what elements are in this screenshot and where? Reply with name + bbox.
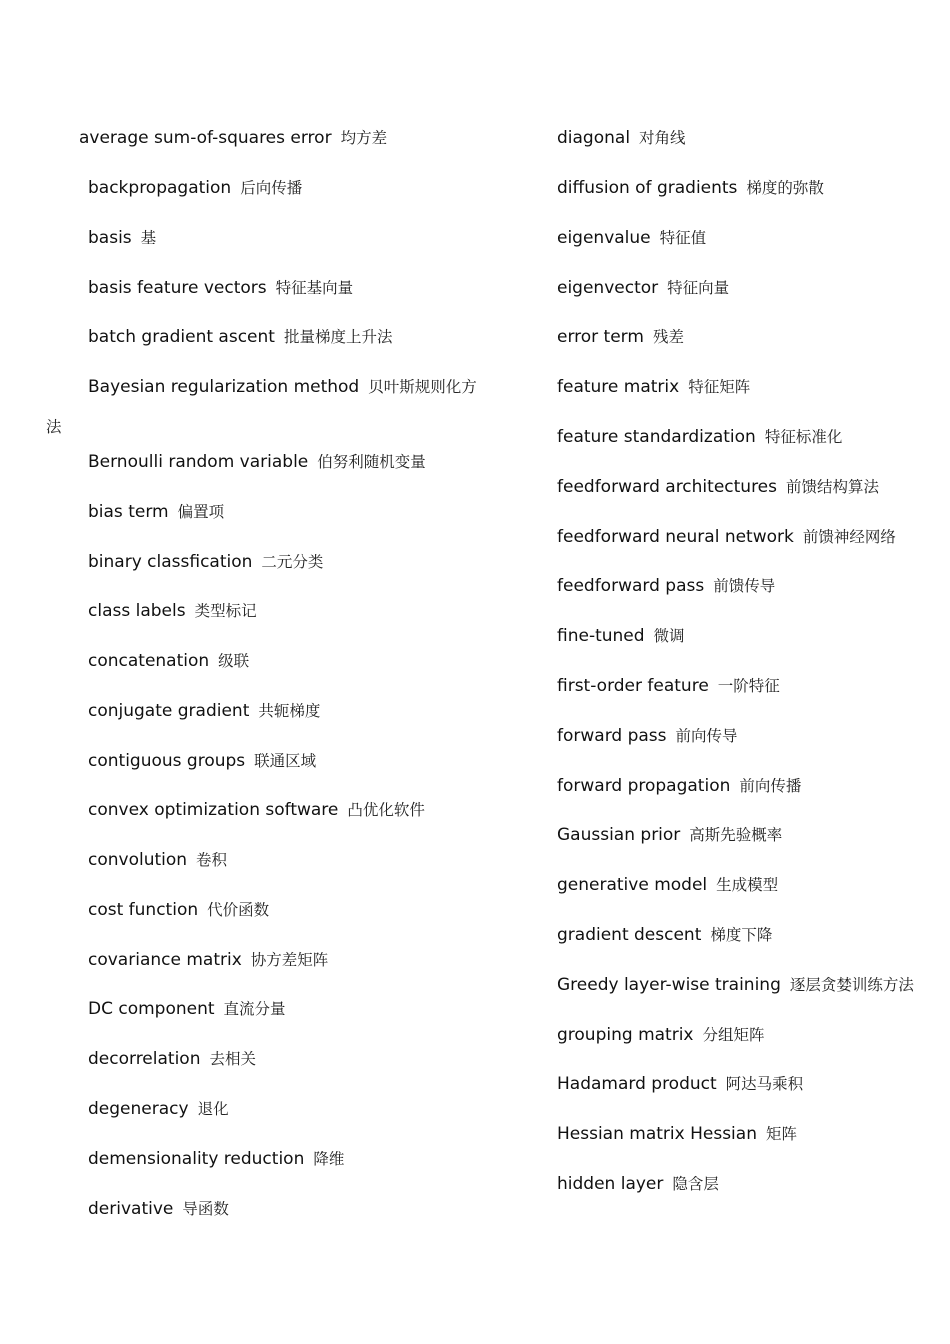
- term-english: covariance matrix: [88, 950, 242, 970]
- glossary-entry: [557, 726, 738, 746]
- term-chinese: 特征标准化: [764, 428, 843, 446]
- term-english: feedforward pass: [557, 576, 705, 596]
- term-chinese: 前馈结构算法: [786, 478, 880, 496]
- glossary-entry: [88, 278, 353, 298]
- glossary-entry: [88, 552, 323, 572]
- glossary-entry: [88, 1199, 229, 1219]
- term-english: diagonal: [557, 128, 631, 148]
- term-english: diffusion of gradients: [557, 178, 738, 198]
- term-english: generative model: [557, 875, 708, 895]
- term-english: Gaussian prior: [557, 825, 681, 845]
- term-english: conjugate gradient: [88, 701, 250, 721]
- glossary-entry: [557, 228, 706, 248]
- term-chinese: 矩阵: [765, 1125, 797, 1143]
- term-chinese: 均方差: [340, 129, 388, 147]
- glossary-entry: [88, 228, 156, 248]
- term-english: DC component: [88, 999, 215, 1019]
- term-english: bias term: [88, 502, 169, 522]
- term-chinese: 分组矩阵: [702, 1026, 765, 1044]
- term-english: basis feature vectors: [88, 278, 267, 298]
- glossary-entry: [557, 776, 801, 796]
- term-english: average sum-of-squares error: [79, 128, 332, 148]
- term-chinese: 特征向量: [667, 279, 730, 297]
- term-chinese: 对角线: [639, 129, 686, 147]
- term-chinese: 高斯先验概率: [689, 826, 783, 844]
- glossary-entry: [88, 452, 426, 472]
- term-chinese: 微调: [653, 627, 685, 645]
- glossary-entry: [557, 925, 772, 945]
- term-chinese: 特征基向量: [275, 279, 354, 297]
- glossary-entry: [557, 527, 896, 547]
- glossary-entry: [88, 850, 227, 870]
- term-english: Greedy layer-wise training: [557, 975, 781, 995]
- term-english: eigenvector: [557, 278, 659, 298]
- term-english: decorrelation: [88, 1049, 201, 1069]
- term-chinese: 批量梯度上升法: [283, 328, 393, 346]
- glossary-entry: [557, 676, 780, 696]
- term-english: convolution: [88, 850, 188, 870]
- glossary-entry: [88, 502, 224, 522]
- glossary-entry: [88, 751, 316, 771]
- term-chinese: 偏置项: [177, 503, 225, 521]
- glossary-entry: [88, 999, 286, 1019]
- term-chinese: 卷积: [196, 851, 228, 869]
- term-english: concatenation: [88, 651, 210, 671]
- term-english: class labels: [88, 601, 186, 621]
- glossary-entry: [557, 975, 914, 995]
- glossary-entry: [88, 1149, 344, 1169]
- glossary-entry: [557, 427, 842, 447]
- glossary-entry: [557, 377, 750, 397]
- term-chinese: 代价函数: [207, 901, 270, 919]
- term-chinese: 导函数: [182, 1200, 229, 1218]
- term-english: feedforward neural network: [557, 527, 794, 547]
- term-chinese: 逐层贪婪训练方法: [789, 976, 914, 994]
- term-english: forward pass: [557, 726, 667, 746]
- term-english: feature standardization: [557, 427, 756, 447]
- glossary-entry: [557, 1124, 797, 1144]
- term-chinese: 一阶特征: [717, 677, 780, 695]
- term-chinese: 隐含层: [672, 1175, 719, 1193]
- term-english: error term: [557, 327, 644, 347]
- term-english: gradient descent: [557, 925, 702, 945]
- term-english: batch gradient ascent: [88, 327, 275, 347]
- term-english: feature matrix: [557, 377, 680, 397]
- term-english: Bayesian regularization method: [88, 377, 360, 397]
- term-chinese: 阿达马乘积: [725, 1075, 804, 1093]
- glossary-entry: [79, 128, 387, 148]
- term-english: cost function: [88, 900, 199, 920]
- term-english: basis: [88, 228, 132, 248]
- term-english: Hessian matrix Hessian: [557, 1124, 757, 1144]
- term-chinese: 共轭梯度: [258, 702, 321, 720]
- term-chinese: 生成模型: [716, 876, 779, 894]
- term-chinese: 贝叶斯规则化方: [368, 378, 477, 396]
- term-chinese: 类型标记: [194, 602, 257, 620]
- glossary-entry: [88, 601, 257, 621]
- term-chinese: 联通区域: [254, 752, 317, 770]
- term-english: Hadamard product: [557, 1074, 717, 1094]
- glossary-entry: [557, 327, 684, 347]
- glossary-entry: [557, 278, 729, 298]
- term-chinese: 前向传播: [739, 777, 802, 795]
- glossary-entry: [557, 825, 782, 845]
- term-english: Bernoulli random variable: [88, 452, 309, 472]
- term-chinese: 伯努利随机变量: [317, 453, 426, 471]
- term-chinese: 前馈传导: [713, 577, 776, 595]
- glossary-entry: [88, 800, 425, 820]
- term-chinese-continued: 法: [46, 418, 62, 436]
- term-english: derivative: [88, 1199, 174, 1219]
- term-chinese: 梯度下降: [710, 926, 773, 944]
- term-english: eigenvalue: [557, 228, 651, 248]
- glossary-entry: [88, 1049, 256, 1069]
- term-chinese: 降维: [313, 1150, 345, 1168]
- term-chinese: 基: [140, 229, 157, 247]
- term-chinese: 去相关: [209, 1050, 256, 1068]
- term-chinese: 后向传播: [240, 179, 303, 197]
- term-english: demensionality reduction: [88, 1149, 305, 1169]
- glossary-entry: [557, 1174, 719, 1194]
- term-chinese: 特征值: [659, 229, 707, 247]
- glossary-entry: [88, 900, 269, 920]
- term-chinese: 残差: [652, 328, 684, 346]
- glossary-entry: [557, 128, 686, 148]
- term-english: hidden layer: [557, 1174, 664, 1194]
- glossary-entry: [557, 178, 824, 198]
- glossary-entry: [88, 651, 249, 671]
- term-chinese: 前馈神经网络: [802, 528, 896, 546]
- term-english: grouping matrix: [557, 1025, 694, 1045]
- term-chinese: 梯度的弥散: [746, 179, 824, 197]
- glossary-entry: [88, 1099, 229, 1119]
- term-chinese: 退化: [197, 1100, 229, 1118]
- term-english: fine-tuned: [557, 626, 645, 646]
- term-english: contiguous groups: [88, 751, 246, 771]
- term-english: convex optimization software: [88, 800, 339, 820]
- term-chinese: 级联: [218, 652, 250, 670]
- glossary-entry: [557, 626, 685, 646]
- term-english: feedforward architectures: [557, 477, 777, 497]
- term-chinese: 前向传导: [675, 727, 738, 745]
- glossary-entry: [557, 477, 879, 497]
- term-chinese: 二元分类: [261, 553, 324, 571]
- term-english: forward propagation: [557, 776, 731, 796]
- term-chinese: 凸优化软件: [347, 801, 425, 819]
- glossary-entry: [88, 178, 302, 198]
- glossary-entry: [557, 1025, 765, 1045]
- glossary-entry: [557, 875, 778, 895]
- term-english: degeneracy: [88, 1099, 189, 1119]
- glossary-entry: [557, 1074, 803, 1094]
- glossary-entry: [88, 701, 320, 721]
- term-chinese: 直流分量: [223, 1000, 286, 1018]
- glossary-entry: [557, 576, 775, 596]
- term-english: backpropagation: [88, 178, 232, 198]
- term-english: first-order feature: [557, 676, 709, 696]
- glossary-entry: [88, 377, 477, 397]
- glossary-entry: [88, 327, 392, 347]
- glossary-entry: [88, 950, 328, 970]
- term-english: binary classfication: [88, 552, 253, 572]
- term-chinese: 特征矩阵: [688, 378, 751, 396]
- term-chinese: 协方差矩阵: [250, 951, 329, 969]
